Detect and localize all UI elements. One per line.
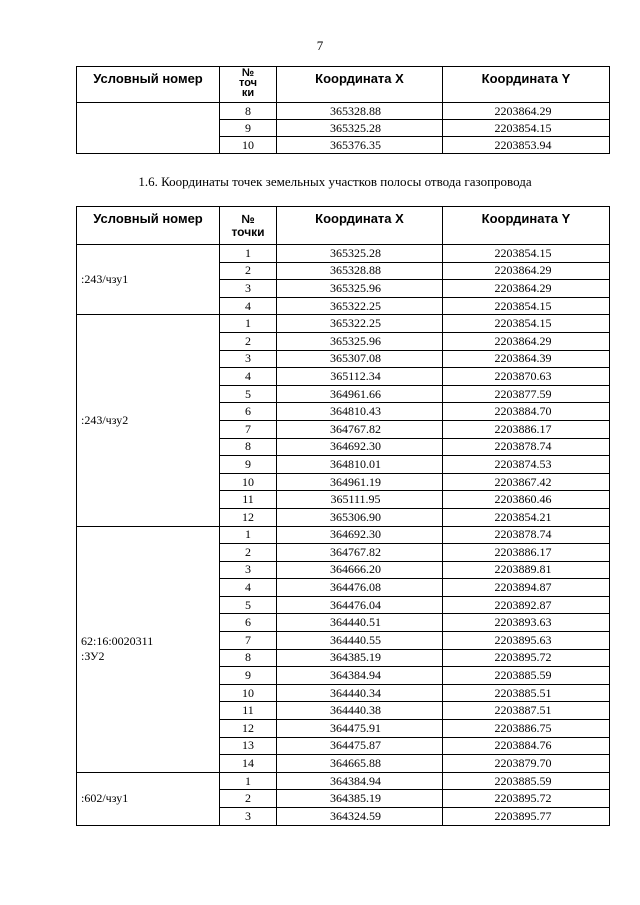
- coord-y-value: 2203878.74: [443, 526, 610, 544]
- coord-x-value: 364440.55: [277, 632, 443, 650]
- coord-y-value: 2203877.59: [443, 385, 610, 403]
- cond-number-cell-empty: [77, 103, 220, 154]
- coord-x-value: 364810.01: [277, 456, 443, 474]
- header-point-number: [220, 67, 277, 103]
- point-number: 6: [220, 403, 277, 421]
- coord-y-value: 2203874.53: [443, 456, 610, 474]
- point-number: 5: [220, 596, 277, 614]
- coordinates-table-continued: [76, 66, 610, 154]
- cond-number-label: :243/чзу1: [77, 245, 220, 315]
- cond-number-label-line1: 62:16:0020311: [81, 634, 154, 649]
- cond-number-label-line2: :ЗУ2: [81, 649, 105, 664]
- coord-y-value: 2203885.59: [443, 772, 610, 790]
- coord-y-value: 2203886.17: [443, 544, 610, 562]
- coord-y-value: 2203864.29: [443, 103, 610, 120]
- coord-x-value: 365111.95: [277, 491, 443, 509]
- coord-y-value: 2203884.76: [443, 737, 610, 755]
- cond-number-label: [77, 526, 220, 772]
- coord-x-value: 364385.19: [277, 649, 443, 667]
- header-coord-y: Координата Y: [443, 207, 610, 245]
- coord-x-value: 365325.28: [277, 245, 443, 263]
- coord-y-value: 2203854.15: [443, 315, 610, 333]
- point-number: 8: [220, 649, 277, 667]
- point-number: 2: [220, 544, 277, 562]
- coord-x-value: 365328.88: [277, 262, 443, 280]
- header-point-no-line2: точ: [238, 77, 258, 89]
- coord-x-value: 364475.87: [277, 737, 443, 755]
- coord-y-value: 2203870.63: [443, 368, 610, 386]
- coord-x-value: 364475.91: [277, 720, 443, 738]
- header-coord-x: Координата X: [277, 67, 443, 103]
- header-point-no-symbol: №: [241, 211, 255, 226]
- table-row: [77, 245, 610, 263]
- header-cond-number: Условный номер: [77, 67, 220, 103]
- cond-number-label: :602/чзу1: [77, 772, 220, 825]
- point-number: 4: [220, 297, 277, 315]
- coord-x-value: 364476.04: [277, 596, 443, 614]
- coord-x-value: 364385.19: [277, 790, 443, 808]
- coord-x-value: 364440.34: [277, 684, 443, 702]
- coord-y-value: 2203864.39: [443, 350, 610, 368]
- coord-x-value: 365112.34: [277, 368, 443, 386]
- coord-y-value: 2203854.15: [443, 245, 610, 263]
- point-number: 8: [220, 103, 277, 120]
- header-point-number: [220, 207, 277, 245]
- point-number: 3: [220, 280, 277, 298]
- coord-x-value: 364384.94: [277, 667, 443, 685]
- coord-y-value: 2203860.46: [443, 491, 610, 509]
- coord-y-value: 2203854.15: [443, 120, 610, 137]
- point-number: 7: [220, 420, 277, 438]
- point-number: 4: [220, 579, 277, 597]
- coord-y-value: 2203885.51: [443, 684, 610, 702]
- coordinates-table: [76, 206, 610, 826]
- coord-y-value: 2203895.63: [443, 632, 610, 650]
- point-number: 10: [220, 684, 277, 702]
- coord-x-value: 364476.08: [277, 579, 443, 597]
- coord-x-value: 365325.96: [277, 280, 443, 298]
- point-number: 13: [220, 737, 277, 755]
- point-number: 1: [220, 245, 277, 263]
- point-number: 3: [220, 561, 277, 579]
- coord-y-value: 2203864.29: [443, 280, 610, 298]
- coord-y-value: 2203886.75: [443, 720, 610, 738]
- coord-y-value: 2203867.42: [443, 473, 610, 491]
- coord-y-value: 2203885.59: [443, 667, 610, 685]
- point-number: 2: [220, 790, 277, 808]
- coord-x-value: 364440.38: [277, 702, 443, 720]
- coord-x-value: 364692.30: [277, 526, 443, 544]
- point-number: 8: [220, 438, 277, 456]
- point-number: 11: [220, 702, 277, 720]
- point-number: 12: [220, 508, 277, 526]
- coord-y-value: 2203889.81: [443, 561, 610, 579]
- coord-y-value: 2203892.87: [443, 596, 610, 614]
- header-coord-x: Координата X: [277, 207, 443, 245]
- coord-x-value: 365307.08: [277, 350, 443, 368]
- coord-x-value: 365376.35: [277, 137, 443, 154]
- page-number: 7: [316, 38, 324, 53]
- point-number: 4: [220, 368, 277, 386]
- point-number: 1: [220, 315, 277, 333]
- coord-x-value: 364692.30: [277, 438, 443, 456]
- coord-x-value: 364767.82: [277, 544, 443, 562]
- point-number: 10: [220, 473, 277, 491]
- coord-y-value: 2203864.29: [443, 262, 610, 280]
- point-number: 7: [220, 632, 277, 650]
- coord-x-value: 365328.88: [277, 103, 443, 120]
- table-header-row: [77, 67, 610, 103]
- point-number: 2: [220, 262, 277, 280]
- point-number: 1: [220, 526, 277, 544]
- section-caption: 1.6. Координаты точек земельных участков полосы отвода газопровода: [138, 174, 532, 189]
- cond-number-label: :243/чзу2: [77, 315, 220, 526]
- point-number: 9: [220, 120, 277, 137]
- point-number: 2: [220, 332, 277, 350]
- point-number: 14: [220, 755, 277, 773]
- coord-x-value: 365322.25: [277, 315, 443, 333]
- point-number: 11: [220, 491, 277, 509]
- table-row: [77, 526, 610, 544]
- coord-x-value: 364665.88: [277, 755, 443, 773]
- point-number: 9: [220, 667, 277, 685]
- point-number: 5: [220, 385, 277, 403]
- coord-y-value: 2203893.63: [443, 614, 610, 632]
- point-number: 9: [220, 456, 277, 474]
- coord-x-value: 364440.51: [277, 614, 443, 632]
- header-point-no-line2: точки: [231, 224, 265, 239]
- coord-x-value: 364961.19: [277, 473, 443, 491]
- coord-x-value: 365322.25: [277, 297, 443, 315]
- header-coord-y: Координата Y: [443, 67, 610, 103]
- point-number: 3: [220, 350, 277, 368]
- header-point-no-symbol: №: [241, 67, 255, 79]
- table-row: [77, 772, 610, 790]
- coord-x-value: 364666.20: [277, 561, 443, 579]
- coord-y-value: 2203884.70: [443, 403, 610, 421]
- coord-x-value: 365325.28: [277, 120, 443, 137]
- coord-x-value: 365325.96: [277, 332, 443, 350]
- table-header-row: [77, 207, 610, 245]
- point-number: 1: [220, 772, 277, 790]
- coord-x-value: 364961.66: [277, 385, 443, 403]
- header-point-no-line3: ки: [241, 87, 255, 99]
- coord-y-value: 2203853.94: [443, 137, 610, 154]
- table-row: [77, 315, 610, 333]
- coord-y-value: 2203895.72: [443, 649, 610, 667]
- coord-y-value: 2203864.29: [443, 332, 610, 350]
- header-cond-number: Условный номер: [77, 207, 220, 245]
- point-number: 10: [220, 137, 277, 154]
- table-row: [77, 103, 610, 120]
- coord-y-value: 2203854.15: [443, 297, 610, 315]
- point-number: 12: [220, 720, 277, 738]
- coord-x-value: 364810.43: [277, 403, 443, 421]
- coord-y-value: 2203879.70: [443, 755, 610, 773]
- coord-x-value: 364384.94: [277, 772, 443, 790]
- coord-y-value: 2203886.17: [443, 420, 610, 438]
- coord-y-value: 2203895.77: [443, 808, 610, 826]
- coord-x-value: 365306.90: [277, 508, 443, 526]
- coord-y-value: 2203854.21: [443, 508, 610, 526]
- point-number: 3: [220, 808, 277, 826]
- coord-y-value: 2203878.74: [443, 438, 610, 456]
- coord-y-value: 2203894.87: [443, 579, 610, 597]
- coord-y-value: 2203895.72: [443, 790, 610, 808]
- point-number: 6: [220, 614, 277, 632]
- coord-x-value: 364324.59: [277, 808, 443, 826]
- coord-y-value: 2203887.51: [443, 702, 610, 720]
- coord-x-value: 364767.82: [277, 420, 443, 438]
- coordinates-table-body: [77, 245, 610, 826]
